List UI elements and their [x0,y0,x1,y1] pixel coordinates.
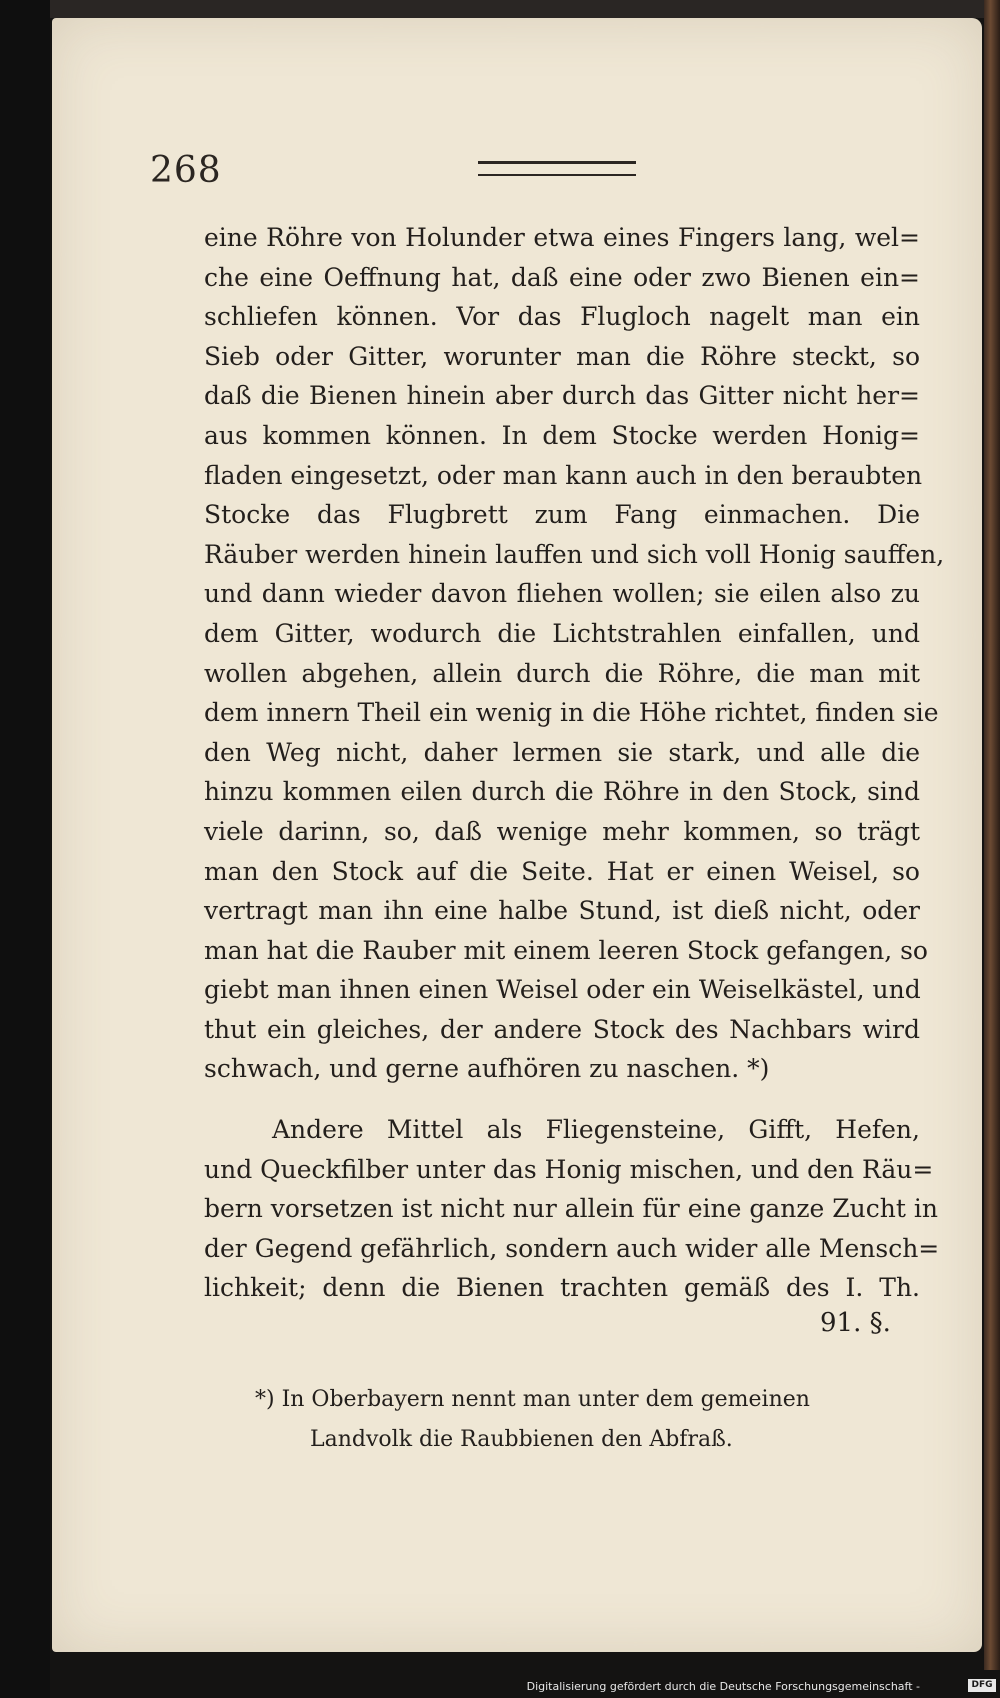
text-line: giebt man ihnen einen Weisel oder ein Weiselkästel, und [204,975,921,1005]
text-line: vertragt man ihn eine halbe Stund, ist dieß nicht, oder [204,896,920,926]
paragraph-main [204,218,945,1089]
text-line: eine Röhre von Holunder etwa eines Fingers lang, wel= [204,223,920,252]
text-line: dem Gitter, wodurch die Lichtstrahlen einfallen, und [204,618,920,648]
text-line: wollen abgehen, allein durch die Röhre, die man mit [204,658,920,688]
text-line: viele darinn, so, daß wenige mehr kommen, so trägt [204,816,920,846]
digitization-credit: Digitalisierung gefördert durch die Deutsche Forschungsgemeinschaft - [526,1680,920,1693]
text-line: dem innern Theil ein wenig in die Höhe richtet, finden sie [204,698,939,728]
catchword-section-ref: 91. §. [820,1308,891,1338]
text-line: Sieb oder Gitter, worunter man die Röhre steckt, so [204,341,920,371]
text-line: fladen eingesetzt, oder man kann auch in den beraubten [204,460,923,490]
text-line: che eine Oeffnung hat, daß eine oder zwo Bienen ein= [204,262,920,292]
page-edge [984,0,1000,1670]
text-line: hinzu kommen eilen durch die Röhre in den Stock, sind [204,777,920,807]
footnote [255,1380,915,1460]
text-line: schliefen können. Vor das Flugloch nagelt man ein [204,302,920,332]
text-line: Andere Mittel als Fliegensteine, Gifft, Hefen, [272,1115,920,1144]
text-line: schwach, und gerne aufhören zu naschen. *) [204,1054,770,1084]
footnote-line: *) In Oberbayern nennt man unter dem gemeinen [255,1387,810,1412]
header-ornament-rule [478,161,636,176]
text-line: lichkeit; denn die Bienen trachten gemäß des I. Th. [204,1273,920,1303]
text-line: der Gegend gefährlich, sondern auch wider alle Mensch= [204,1233,940,1263]
book-spine-shadow [0,0,50,1698]
text-line: daß die Bienen hinein aber durch das Gitter nicht her= [204,381,920,411]
dfg-logo: DFG [968,1679,996,1692]
text-line: Stocke das Flugbrett zum Fang einmachen. Die [204,500,920,530]
text-line: Räuber werden hinein lauffen und sich voll Honig sauffen, [204,539,945,569]
text-line: man den Stock auf die Seite. Hat er einen Weisel, so [204,856,920,886]
text-line: und dann wieder davon fliehen wollen; sie eilen also zu [204,579,920,609]
text-line: bern vorsetzen ist nicht nur allein für eine ganze Zucht in [204,1194,938,1224]
text-line: den Weg nicht, daher lermen sie stark, und alle die [204,737,920,767]
scan-top-border [0,0,1000,18]
text-line: thut ein gleiches, der andere Stock des Nachbars wird [204,1014,920,1044]
footnote-line: Landvolk die Raubbienen den Abfraß. [310,1427,733,1452]
paragraph-second [204,1110,940,1308]
text-line: man hat die Rauber mit einem leeren Stock gefangen, so [204,935,928,965]
text-line: und Queckfilber unter das Honig mischen, und den Räu= [204,1154,934,1184]
text-line: aus kommen können. In dem Stocke werden Honig= [204,420,920,450]
page-number: 268 [150,150,222,191]
